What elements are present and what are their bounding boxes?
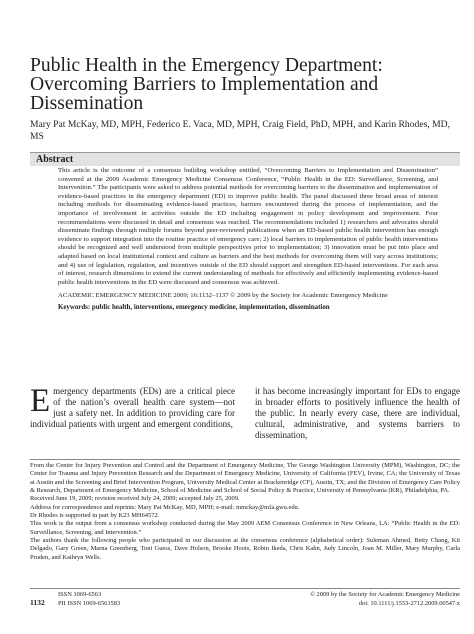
body-paragraph-left: mergency departments (EDs) are a critical piece of the nation’s overall health care system—not just a safety net. In addition to providing care for individual patients with urgent and emergent conditions, [30, 386, 235, 429]
body-column-right [255, 386, 460, 441]
abstract-text: This article is the outcome of a consensus building workshop entitled, “Overcoming Barriers to Implementation and Dissemination” convened at the 2009 Academic Emergency Medicine Consensus Conference, “Public Health in the ED: Surveillance, Screening, and Intervention.” The participants were asked to address potential methods for overcoming barriers to the dissemination and implementation of evidence-based practices in the emergency department (ED) to improve public health. The panel discussed three broad areas of interest including methods for disseminating evidence-based practices, barriers encountered during the process of implementation, and the importance of involvement in activities outside the ED including engagement in policy development and improvement. Four recommendations were discussed in detail and consensus was reached. The recommendations included 1) researchers and advocates should disseminate findings through multiple forums beyond peer-reviewed publications when an ED-based public health intervention has enough evidence to support integration into the routine practice of emergency care; 2) local barriers to implementation of public health interventions should be recognized and well understood from multiple perspectives prior to implementation; 3) innovation must be put into place and adapted based on local institutional context and culture as barriers and the best methods for overcoming them will vary across institutions; and 4) use of legislation, regulation, and incentives outside of the ED should support and strengthen ED-based interventions. For each area of interest, research dimensions to extend the current understanding of methods for effectively and efficiently implementing evidence-based public health interventions in the ED were discussed and consensus was achieved. [58, 167, 438, 286]
workshop-note: This work is the output from a consensus workshop conducted during the May 2009 AEM Consensus Conference in New Orleans, LA: “Public Health in the ED: Surveillance, Screening, and Intervention.” [30, 520, 460, 536]
journal-citation: ACADEMIC EMERGENCY MEDICINE 2009; 16:1132–1137 © 2009 by the Society for Academic Emergency Medicine [58, 292, 388, 300]
footer-issn: ISSN 1069-6563 [58, 591, 102, 598]
abstract-header-bar [30, 152, 460, 166]
footer-doi: doi: 10.1111/j.1553-2712.2009.00547.x [358, 600, 460, 607]
keywords-label: Keywords: [58, 303, 91, 311]
correspondence-note: Address for correspondence and reprints: Mary Pat McKay, MD, MPH; e-mail: mmckay@mfa.gwu.edu. [30, 503, 300, 511]
acknowledgments-note: The authors thank the following people who participated in our discussion at the consensus conference (alphabetical order): Suleman Ahmed, Betty Chang, Kit Delgado, Gary Green, Marna Greenberg, Toni Guess, Dave Holson, Brooke Hoots, Robin Ikeda, Chris Kahn, Judy Lincoln, Joan M. Miller, Mary Murphy, Carla Pruden, and Kathryn Wells. [30, 537, 460, 561]
received-dates: Received June 19, 2009; revision received July 24, 2009; accepted July 25, 2009. [30, 495, 240, 503]
body-paragraph-right: it has become increasingly important for EDs to engage in broader efforts to positively influence the health of the public. In nearly every case, there are individual, cultural, administrative, and systems barriers to dissemination, [255, 386, 460, 440]
footnote-divider [30, 459, 460, 460]
keywords-list: public health, interventions, emergency medicine, implementation, dissemination [91, 303, 330, 311]
footnotes [30, 462, 460, 562]
article-title: Public Health in the Emergency Department: Overcoming Barriers to Implementation and Dissemination [30, 55, 383, 114]
title-block [30, 56, 460, 143]
support-note: Dr Rhodes is supported in part by K23 MH64572. [30, 512, 160, 520]
footer-copyright: © 2009 by the Society for Academic Emergency Medicine [310, 591, 460, 598]
affiliations-note: From the Center for Injury Prevention and Control and the Department of Emergency Medicine, The George Washington University (MPM), Washington, DC; the Center for Trauma and Injury Prevention Research and the Department of Emergency Medicine, University of California (FEV), Irvine, CA; the University of Texas at Austin and the Screening and Brief Intervention Program, University Medical Center at Brackenridge (CF), Austin, TX; and the Division of Emergency Care Policy & Research, Department of Emergency Medicine, School of Medicine and School of Social Policy & Practice, University of Pennsylvania (KR), Philadelphia, PA. [30, 462, 460, 495]
abstract-section [58, 167, 438, 313]
drop-cap: E [30, 383, 51, 419]
footer-pii: PII ISSN 1069-6563583 [58, 600, 121, 607]
footer-divider [30, 588, 460, 589]
abstract-heading: Abstract [36, 154, 74, 165]
body-column-left [30, 383, 235, 430]
page-number: 1132 [30, 598, 45, 607]
author-list: Mary Pat McKay, MD, MPH, Federico E. Vaca, MD, MPH, Craig Field, PhD, MPH, and Karin Rhodes, MD, MS [30, 119, 450, 142]
keywords-line [58, 304, 438, 313]
